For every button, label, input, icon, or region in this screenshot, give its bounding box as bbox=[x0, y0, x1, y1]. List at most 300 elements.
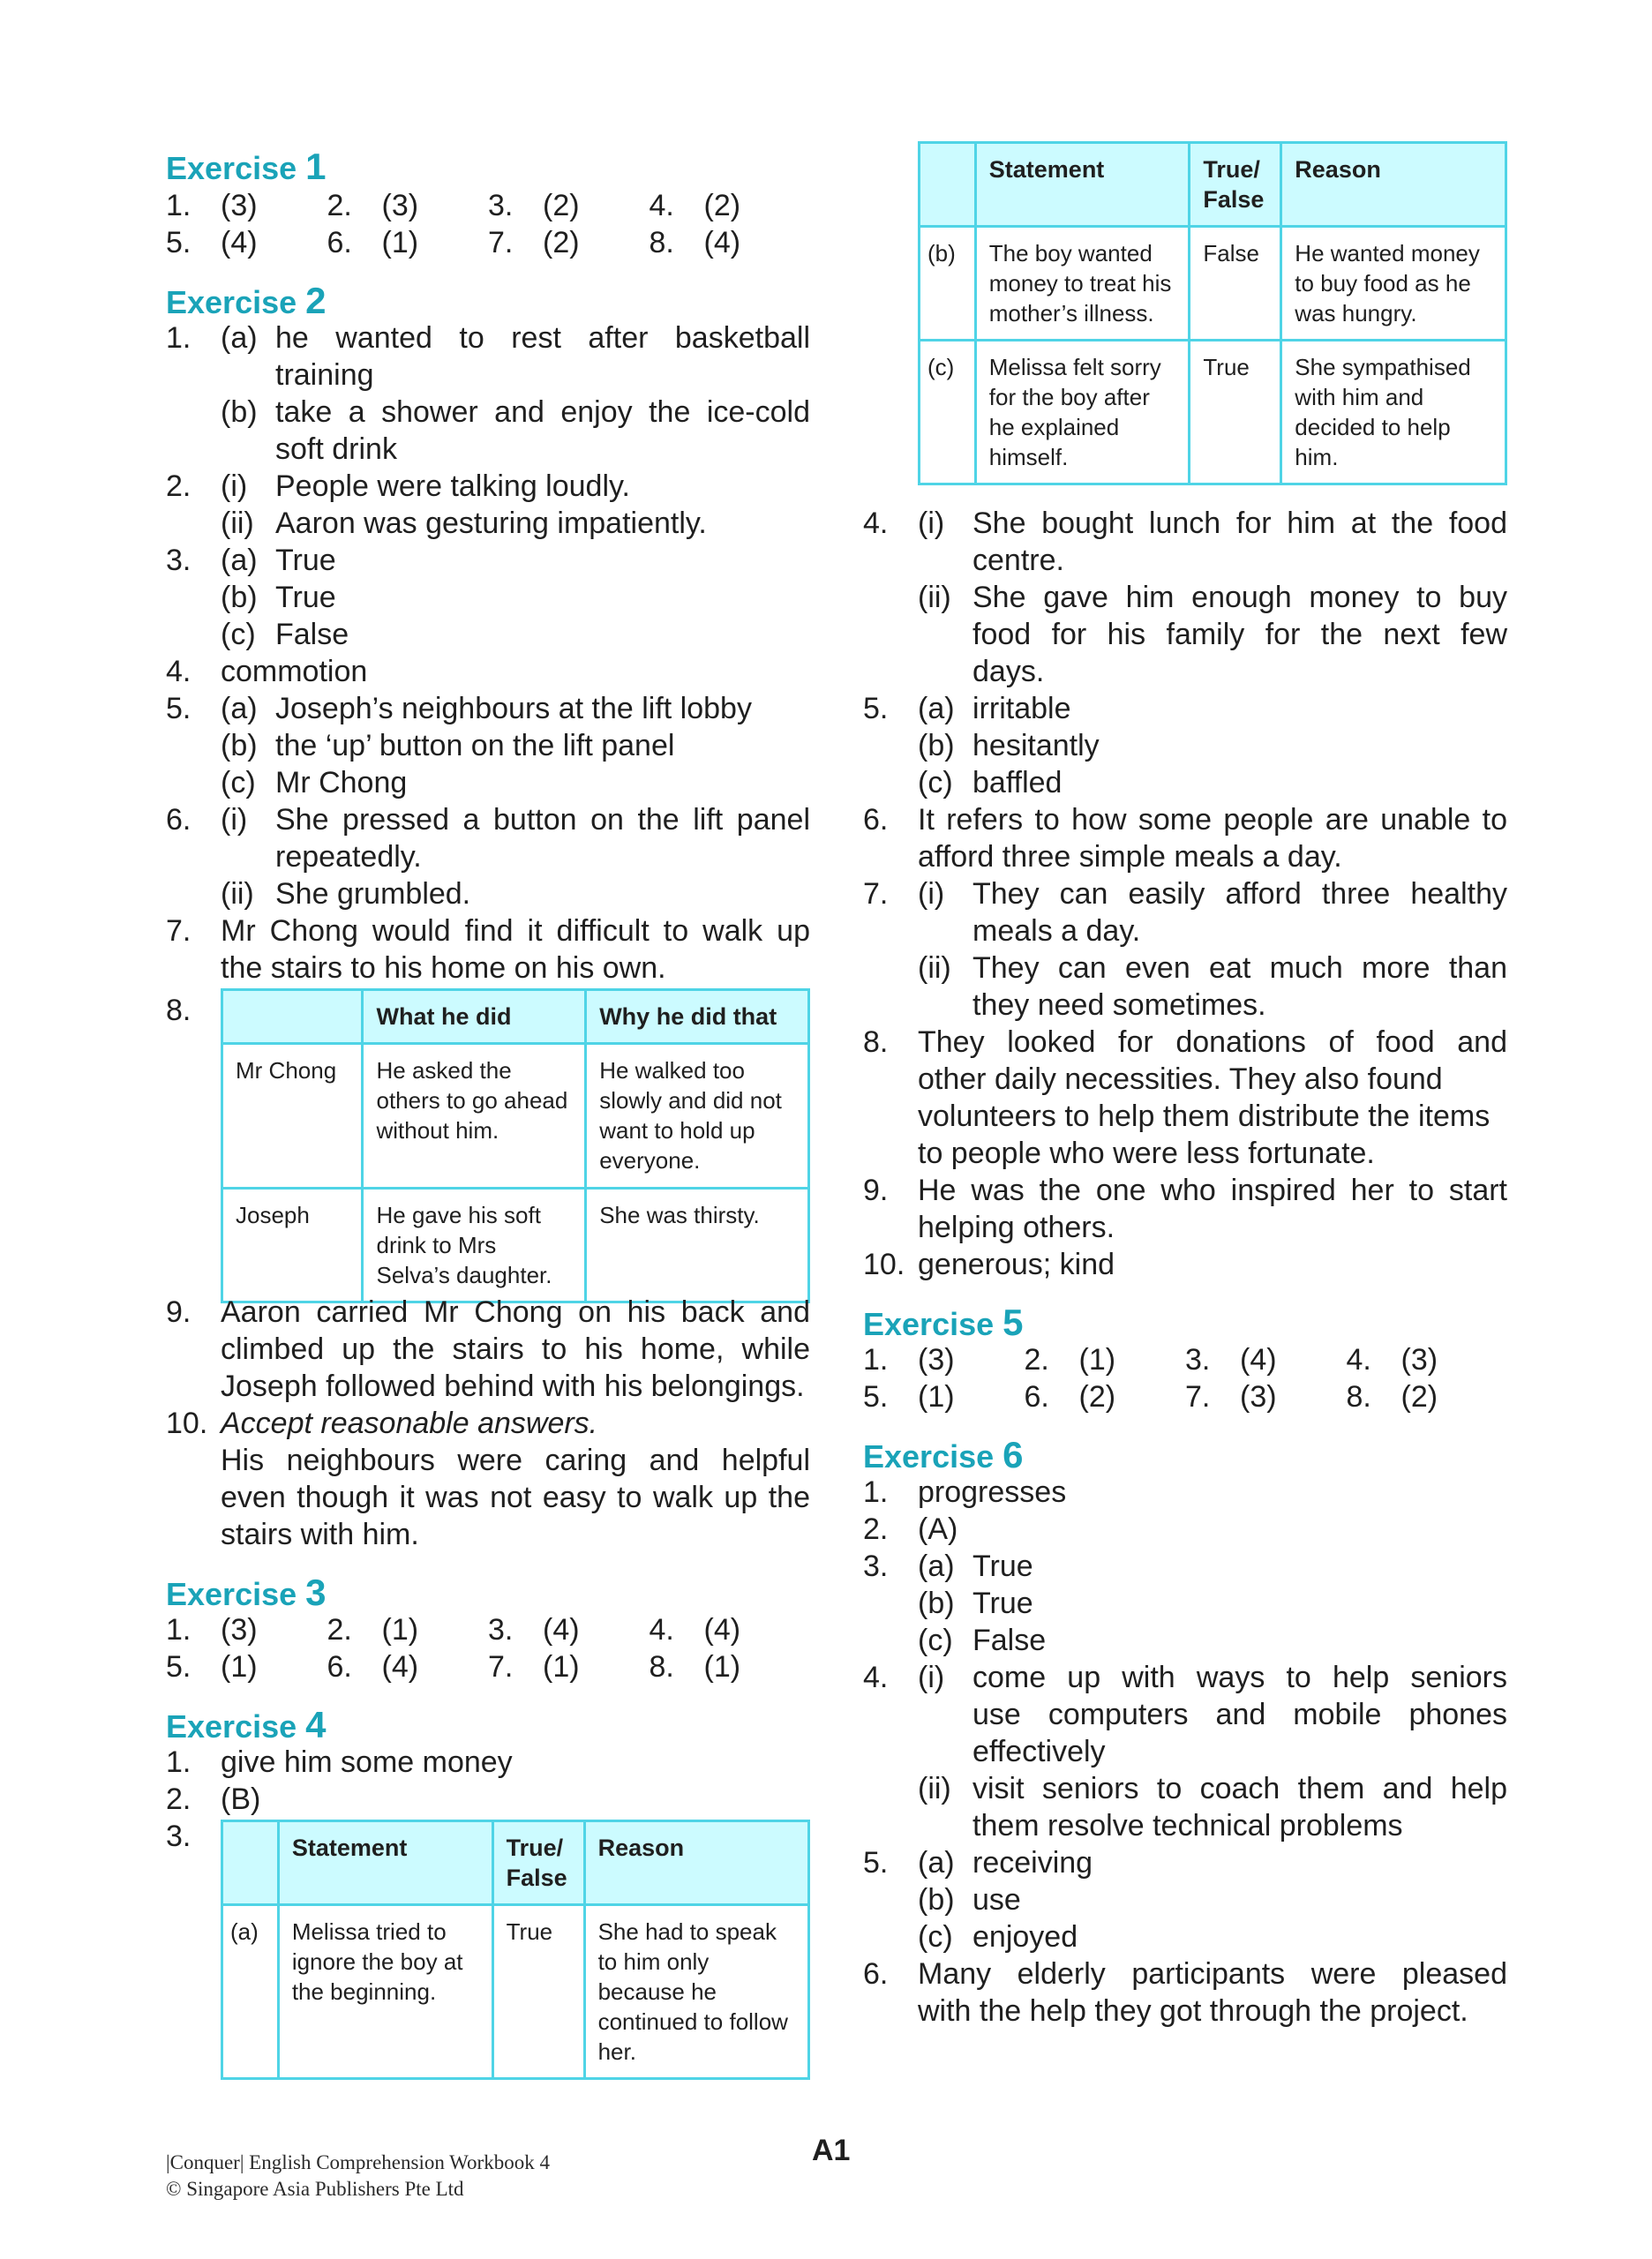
answer-text: True bbox=[275, 581, 336, 614]
answer-cell bbox=[650, 224, 811, 261]
answer-line bbox=[863, 616, 1507, 653]
question-number: 5. bbox=[166, 692, 191, 725]
answer-line bbox=[863, 1696, 1507, 1733]
exercise-4-q3-table-part2 bbox=[918, 141, 1507, 485]
answer-text: volunteers to help them distribute the items bbox=[918, 1099, 1491, 1133]
sub-label: (i) bbox=[918, 1661, 945, 1694]
table-header-cell: What he did bbox=[363, 990, 586, 1044]
answer-row bbox=[166, 1611, 810, 1648]
answer-text: use computers and mobile phones bbox=[972, 1698, 1507, 1731]
question-number: 5. bbox=[863, 1846, 889, 1880]
answer-note: Accept reasonable answers. bbox=[221, 1407, 598, 1440]
answer-cell bbox=[488, 187, 650, 224]
sub-label: (c) bbox=[221, 618, 256, 651]
answer-line bbox=[166, 949, 810, 987]
question-number: 2. bbox=[863, 1512, 889, 1546]
answer-line bbox=[166, 1331, 810, 1368]
answer-text: False bbox=[972, 1624, 1047, 1657]
answer-row bbox=[166, 1648, 810, 1685]
answer-text: True bbox=[972, 1550, 1033, 1583]
answer-line bbox=[863, 912, 1507, 949]
question-number: 4. bbox=[649, 1613, 674, 1647]
answer-line bbox=[863, 1172, 1507, 1209]
table-cell: She had to speak to him only because he continued to follow her. bbox=[584, 1905, 808, 2079]
sub-label: (i) bbox=[221, 469, 248, 503]
question-number: 7. bbox=[166, 914, 191, 948]
answer-line bbox=[166, 468, 810, 505]
table-header-cell: Reason bbox=[584, 1821, 808, 1905]
sub-label: (i) bbox=[221, 803, 248, 837]
answer-line bbox=[863, 1659, 1507, 1696]
question-number: 2. bbox=[166, 469, 191, 503]
answer-text: give him some money bbox=[221, 1745, 513, 1779]
question-number: 6. bbox=[1024, 1380, 1049, 1414]
answer-line bbox=[863, 579, 1507, 616]
answer-text: generous; kind bbox=[918, 1248, 1115, 1281]
question-number: 6. bbox=[327, 1650, 352, 1684]
answer-value: (3) bbox=[1400, 1343, 1438, 1377]
answer-cell bbox=[650, 187, 811, 224]
question-number: 2. bbox=[1024, 1343, 1049, 1377]
answer-text: (B) bbox=[221, 1782, 261, 1816]
table-row bbox=[222, 1189, 809, 1302]
sub-label: (ii) bbox=[918, 951, 951, 985]
answer-text: he wanted to rest after basketball bbox=[275, 321, 810, 355]
answer-text: take a shower and enjoy the ice-cold bbox=[275, 395, 810, 429]
answer-text: come up with ways to help seniors bbox=[972, 1661, 1507, 1694]
table-cell: False bbox=[1190, 227, 1281, 341]
answer-line bbox=[166, 542, 810, 579]
answer-text: True bbox=[972, 1587, 1033, 1620]
question-number: 7. bbox=[488, 226, 514, 259]
table-header-cell: Reason bbox=[1281, 143, 1506, 227]
table-header-cell bbox=[920, 143, 976, 227]
answer-value: (3) bbox=[221, 1613, 258, 1647]
answer-text: Many elderly participants were pleased bbox=[918, 1957, 1507, 1991]
answer-value: (1) bbox=[1078, 1343, 1116, 1377]
answer-value: (1) bbox=[381, 1613, 419, 1647]
exercise-title-text: Exercise bbox=[166, 150, 297, 186]
question-number: 1. bbox=[863, 1343, 889, 1377]
sub-label: (c) bbox=[221, 766, 256, 799]
answer-text: They looked for donations of food and bbox=[918, 1025, 1507, 1059]
answer-text: Mr Chong bbox=[275, 766, 408, 799]
answer-text: baffled bbox=[972, 766, 1063, 799]
answer-cell bbox=[166, 187, 327, 224]
answer-value: (4) bbox=[1240, 1343, 1277, 1377]
footer-book-title: |Conquer| English Comprehension Workbook 4 bbox=[166, 2151, 550, 2173]
exercise-6-heading bbox=[863, 1434, 1024, 1475]
table-row bbox=[920, 227, 1506, 341]
sub-label: (a) bbox=[221, 321, 258, 355]
exercise-number: 5 bbox=[1002, 1302, 1024, 1343]
answer-line bbox=[166, 356, 810, 394]
answer-cell bbox=[863, 1341, 1025, 1378]
answer-text: use bbox=[972, 1883, 1021, 1917]
question-number: 7. bbox=[863, 877, 889, 911]
exercise-4-heading bbox=[166, 1704, 327, 1745]
question-number: 10. bbox=[863, 1248, 905, 1281]
footer-copyright: © Singapore Asia Publishers Pte Ltd bbox=[166, 2178, 464, 2200]
answer-cell bbox=[1025, 1341, 1186, 1378]
question-number: 3. bbox=[1185, 1343, 1211, 1377]
answer-cell bbox=[650, 1648, 811, 1685]
answer-line bbox=[863, 1135, 1507, 1172]
sub-label: (b) bbox=[918, 729, 955, 762]
answer-text: stairs with him. bbox=[221, 1518, 419, 1551]
sub-label: (ii) bbox=[221, 877, 254, 911]
answer-value: (2) bbox=[543, 189, 580, 222]
answer-value: (3) bbox=[221, 189, 258, 222]
answer-line bbox=[166, 1479, 810, 1516]
table-row bbox=[222, 1044, 809, 1189]
answer-value: (3) bbox=[381, 189, 419, 222]
answer-line bbox=[166, 1516, 810, 1553]
table-cell: (b) bbox=[920, 227, 976, 341]
table-cell: He gave his soft drink to Mrs Selva’s daughter. bbox=[363, 1189, 586, 1302]
table-cell: The boy wanted money to treat his mother’s illness. bbox=[975, 227, 1190, 341]
question-number: 6. bbox=[327, 226, 352, 259]
answer-line bbox=[166, 1405, 810, 1442]
question-number: 1. bbox=[166, 321, 191, 355]
answer-text: receiving bbox=[972, 1846, 1093, 1880]
question-number: 7. bbox=[1185, 1380, 1211, 1414]
exercise-title-text: Exercise bbox=[166, 1708, 297, 1745]
answer-line bbox=[166, 912, 810, 949]
answer-value: (4) bbox=[221, 226, 258, 259]
table-cell: Melissa tried to ignore the boy at the beginning. bbox=[278, 1905, 492, 2079]
answer-value: (1) bbox=[543, 1650, 580, 1684]
question-number: 2. bbox=[166, 1782, 191, 1816]
answer-text: repeatedly. bbox=[275, 840, 422, 874]
answer-cell bbox=[1347, 1378, 1508, 1415]
answer-line bbox=[863, 1548, 1507, 1585]
sub-label: (a) bbox=[918, 1846, 955, 1880]
exercise-3-answers bbox=[166, 1611, 810, 1685]
answer-text: Aaron carried Mr Chong on his back and bbox=[221, 1295, 810, 1329]
answer-value: (1) bbox=[703, 1650, 741, 1684]
question-number: 1. bbox=[863, 1475, 889, 1509]
answer-line bbox=[166, 690, 810, 727]
answer-text: People were talking loudly. bbox=[275, 469, 630, 503]
sub-label: (c) bbox=[918, 1920, 953, 1954]
table-cell: True bbox=[1190, 341, 1281, 484]
answer-text: effectively bbox=[972, 1735, 1106, 1768]
table-header-row bbox=[222, 1821, 809, 1905]
sub-label: (b) bbox=[221, 395, 258, 429]
answer-text: soft drink bbox=[275, 432, 397, 466]
answer-line bbox=[863, 690, 1507, 727]
answer-value: (2) bbox=[1400, 1380, 1438, 1414]
exercise-2-answers-continued bbox=[166, 1294, 810, 1553]
answer-cell bbox=[650, 1611, 811, 1648]
exercise-2-answers bbox=[166, 319, 810, 987]
question-number: 7. bbox=[488, 1650, 514, 1684]
exercise-number: 3 bbox=[305, 1572, 327, 1613]
answer-line bbox=[863, 1993, 1507, 2030]
table-cell: Joseph bbox=[222, 1189, 363, 1302]
answer-line bbox=[863, 727, 1507, 764]
answer-text: (A) bbox=[918, 1512, 958, 1546]
question-number: 6. bbox=[166, 803, 191, 837]
answer-cell bbox=[327, 224, 489, 261]
answer-value: (2) bbox=[543, 226, 580, 259]
exercise-title-text: Exercise bbox=[863, 1438, 995, 1475]
table-cell: He asked the others to go ahead without him. bbox=[363, 1044, 586, 1189]
exercise-number: 6 bbox=[1002, 1434, 1024, 1475]
page-footer bbox=[166, 2150, 550, 2203]
answer-line bbox=[863, 1474, 1507, 1511]
exercise-1-answers bbox=[166, 187, 810, 261]
answer-text: She grumbled. bbox=[275, 877, 471, 911]
answer-text: hesitantly bbox=[972, 729, 1100, 762]
answer-text: the stairs to his home on his own. bbox=[221, 951, 666, 985]
answer-line bbox=[863, 1246, 1507, 1283]
answer-line bbox=[863, 1622, 1507, 1659]
answer-cell bbox=[1185, 1378, 1347, 1415]
sub-label: (b) bbox=[918, 1883, 955, 1917]
answer-line bbox=[863, 1955, 1507, 1993]
question-number: 8. bbox=[649, 1650, 674, 1684]
question-number: 3. bbox=[488, 189, 514, 222]
answer-text: Joseph followed behind with his belongings. bbox=[221, 1370, 805, 1403]
sub-label: (a) bbox=[221, 544, 258, 577]
answer-value: (4) bbox=[703, 1613, 741, 1647]
answer-line bbox=[166, 579, 810, 616]
table-header-cell: Statement bbox=[975, 143, 1190, 227]
question-number: 2. bbox=[327, 1613, 352, 1647]
answer-line bbox=[863, 1209, 1507, 1246]
answer-text: meals a day. bbox=[972, 914, 1141, 948]
exercise-4-q3-table-part1 bbox=[221, 1820, 810, 2080]
answer-text: irritable bbox=[972, 692, 1071, 725]
question-number: 4. bbox=[649, 189, 674, 222]
question-number: 5. bbox=[166, 1650, 191, 1684]
answer-line bbox=[166, 1368, 810, 1405]
answer-value: (4) bbox=[543, 1613, 580, 1647]
sub-label: (ii) bbox=[221, 507, 254, 540]
answer-text: Joseph’s neighbours at the lift lobby bbox=[275, 692, 752, 725]
question-number: 1. bbox=[166, 1613, 191, 1647]
answer-line bbox=[863, 1844, 1507, 1881]
question-number: 8. bbox=[863, 1025, 889, 1059]
answer-line bbox=[863, 653, 1507, 690]
question-number: 2. bbox=[327, 189, 352, 222]
answer-cell bbox=[1347, 1341, 1508, 1378]
question-number: 4. bbox=[1346, 1343, 1371, 1377]
answer-cell bbox=[327, 1611, 489, 1648]
question-number: 4. bbox=[166, 655, 191, 688]
question-number: 4. bbox=[863, 507, 889, 540]
answer-line bbox=[863, 1061, 1507, 1098]
table-header-row bbox=[222, 990, 809, 1044]
answer-line bbox=[863, 542, 1507, 579]
answer-cell bbox=[327, 1648, 489, 1685]
answer-value: (2) bbox=[703, 189, 741, 222]
exercise-2-q8-table bbox=[221, 988, 810, 1303]
exercise-number: 4 bbox=[305, 1704, 327, 1745]
answer-text: True bbox=[275, 544, 336, 577]
table-header-cell: True/ False bbox=[492, 1821, 584, 1905]
answer-value: (1) bbox=[381, 226, 419, 259]
answer-text: Aaron was gesturing impatiently. bbox=[275, 507, 707, 540]
answer-cell bbox=[327, 187, 489, 224]
answer-line bbox=[166, 1442, 810, 1479]
sub-label: (ii) bbox=[918, 1772, 951, 1805]
answer-text: centre. bbox=[972, 544, 1064, 577]
answer-text: with the help they got through the project. bbox=[918, 1994, 1468, 2028]
sub-label: (a) bbox=[221, 692, 258, 725]
answer-text: He was the one who inspired her to start bbox=[918, 1174, 1507, 1207]
answer-text: She gave him enough money to buy bbox=[972, 581, 1507, 614]
answer-cell bbox=[488, 224, 650, 261]
exercise-4-answers-continued bbox=[863, 505, 1507, 1283]
answer-line bbox=[863, 838, 1507, 875]
answer-text: helping others. bbox=[918, 1211, 1115, 1244]
answer-value: (3) bbox=[1240, 1380, 1277, 1414]
answer-row bbox=[863, 1378, 1507, 1415]
answer-row bbox=[863, 1341, 1507, 1378]
answer-text: visit seniors to coach them and help bbox=[972, 1772, 1507, 1805]
question-number: 5. bbox=[863, 692, 889, 725]
table-row bbox=[920, 341, 1506, 484]
answer-line bbox=[166, 505, 810, 542]
question-number: 5. bbox=[166, 226, 191, 259]
answer-text: they need sometimes. bbox=[972, 988, 1266, 1022]
exercise-title-text: Exercise bbox=[863, 1306, 995, 1342]
sub-label: (b) bbox=[221, 581, 258, 614]
answer-line bbox=[863, 1807, 1507, 1844]
answer-line bbox=[166, 727, 810, 764]
table-row bbox=[222, 1905, 809, 2079]
answer-value: (1) bbox=[221, 1650, 258, 1684]
table-header-cell: Why he did that bbox=[586, 990, 809, 1044]
answer-line bbox=[166, 1781, 810, 1818]
answer-cell bbox=[488, 1611, 650, 1648]
question-number: 6. bbox=[863, 1957, 889, 1991]
question-number: 9. bbox=[863, 1174, 889, 1207]
exercise-number: 2 bbox=[305, 280, 327, 321]
answer-text: commotion bbox=[221, 655, 368, 688]
answer-cell bbox=[166, 224, 327, 261]
question-number: 3. bbox=[863, 1550, 889, 1583]
answer-cell bbox=[166, 1648, 327, 1685]
answer-line bbox=[863, 764, 1507, 801]
table-cell: She sympathised with him and decided to help him. bbox=[1281, 341, 1506, 484]
answer-line bbox=[166, 431, 810, 468]
answer-line bbox=[166, 394, 810, 431]
exercise-2-heading bbox=[166, 282, 327, 319]
table-header-cell bbox=[222, 1821, 279, 1905]
sub-label: (ii) bbox=[918, 581, 951, 614]
question-number: 3. bbox=[166, 544, 191, 577]
answer-line bbox=[166, 653, 810, 690]
answer-line bbox=[166, 764, 810, 801]
answer-value: (4) bbox=[381, 1650, 419, 1684]
answer-line bbox=[166, 319, 810, 356]
table-cell: He wanted money to buy food as he was hungry. bbox=[1281, 227, 1506, 341]
answer-line bbox=[863, 1511, 1507, 1548]
table-cell: (c) bbox=[920, 341, 976, 484]
answer-line bbox=[863, 1024, 1507, 1061]
sub-label: (a) bbox=[918, 1550, 955, 1583]
answer-text: them resolve technical problems bbox=[972, 1809, 1403, 1842]
answer-value: (2) bbox=[1078, 1380, 1116, 1414]
question-number: 6. bbox=[863, 803, 889, 837]
answer-line bbox=[863, 801, 1507, 838]
question-number: 10. bbox=[166, 1407, 208, 1440]
table-cell: She was thirsty. bbox=[586, 1189, 809, 1302]
answer-line bbox=[166, 1744, 810, 1781]
question-number: 8. bbox=[166, 994, 191, 1027]
answer-text: It refers to how some people are unable to bbox=[918, 803, 1507, 837]
sub-label: (b) bbox=[918, 1587, 955, 1620]
answer-text: False bbox=[275, 618, 349, 651]
question-number: 1. bbox=[166, 189, 191, 222]
question-number: 8. bbox=[1346, 1380, 1371, 1414]
answer-line bbox=[863, 1098, 1507, 1135]
answer-cell bbox=[1025, 1378, 1186, 1415]
sub-label: (b) bbox=[221, 729, 258, 762]
question-number: 8. bbox=[649, 226, 674, 259]
answer-text: even though it was not easy to walk up the bbox=[221, 1481, 810, 1514]
answer-text: training bbox=[275, 358, 374, 392]
answer-text: progresses bbox=[918, 1475, 1067, 1509]
exercise-title-text: Exercise bbox=[166, 284, 297, 320]
answer-value: (3) bbox=[918, 1343, 955, 1377]
question-number: 3. bbox=[166, 1820, 191, 1853]
answer-text: Mr Chong would find it difficult to walk up bbox=[221, 914, 810, 948]
answer-line bbox=[166, 838, 810, 875]
answer-line bbox=[863, 1733, 1507, 1770]
answer-text: afford three simple meals a day. bbox=[918, 840, 1342, 874]
answer-line bbox=[863, 505, 1507, 542]
answer-text: She pressed a button on the lift panel bbox=[275, 803, 810, 837]
table-cell: True bbox=[492, 1905, 584, 2079]
answer-row bbox=[166, 187, 810, 224]
answer-value: (4) bbox=[703, 226, 741, 259]
question-number: 4. bbox=[863, 1661, 889, 1694]
answer-text: enjoyed bbox=[972, 1920, 1078, 1954]
answer-row bbox=[166, 224, 810, 261]
exercise-1-heading bbox=[166, 148, 327, 185]
table-header-cell: True/ False bbox=[1190, 143, 1281, 227]
page-number: A1 bbox=[812, 2134, 851, 2167]
table-cell: Mr Chong bbox=[222, 1044, 363, 1189]
table-header-cell: Statement bbox=[278, 1821, 492, 1905]
answer-line bbox=[863, 875, 1507, 912]
answer-line bbox=[166, 616, 810, 653]
answer-text: days. bbox=[972, 655, 1045, 688]
answer-line bbox=[863, 1770, 1507, 1807]
answer-cell bbox=[166, 1611, 327, 1648]
answer-line bbox=[863, 987, 1507, 1024]
exercise-title-text: Exercise bbox=[166, 1576, 297, 1612]
answer-text: She bought lunch for him at the food bbox=[972, 507, 1507, 540]
answer-line bbox=[863, 949, 1507, 987]
question-number: 3. bbox=[488, 1613, 514, 1647]
answer-line bbox=[863, 1918, 1507, 1955]
answer-cell bbox=[488, 1648, 650, 1685]
answer-value: (1) bbox=[918, 1380, 955, 1414]
table-cell: (a) bbox=[222, 1905, 279, 2079]
answer-text: climbed up the stairs to his home, while bbox=[221, 1332, 810, 1366]
exercise-5-heading bbox=[863, 1304, 1024, 1341]
question-number: 5. bbox=[863, 1380, 889, 1414]
exercise-number: 1 bbox=[305, 146, 327, 187]
answer-text: They can even eat much more than bbox=[972, 951, 1507, 985]
sub-label: (i) bbox=[918, 877, 945, 911]
